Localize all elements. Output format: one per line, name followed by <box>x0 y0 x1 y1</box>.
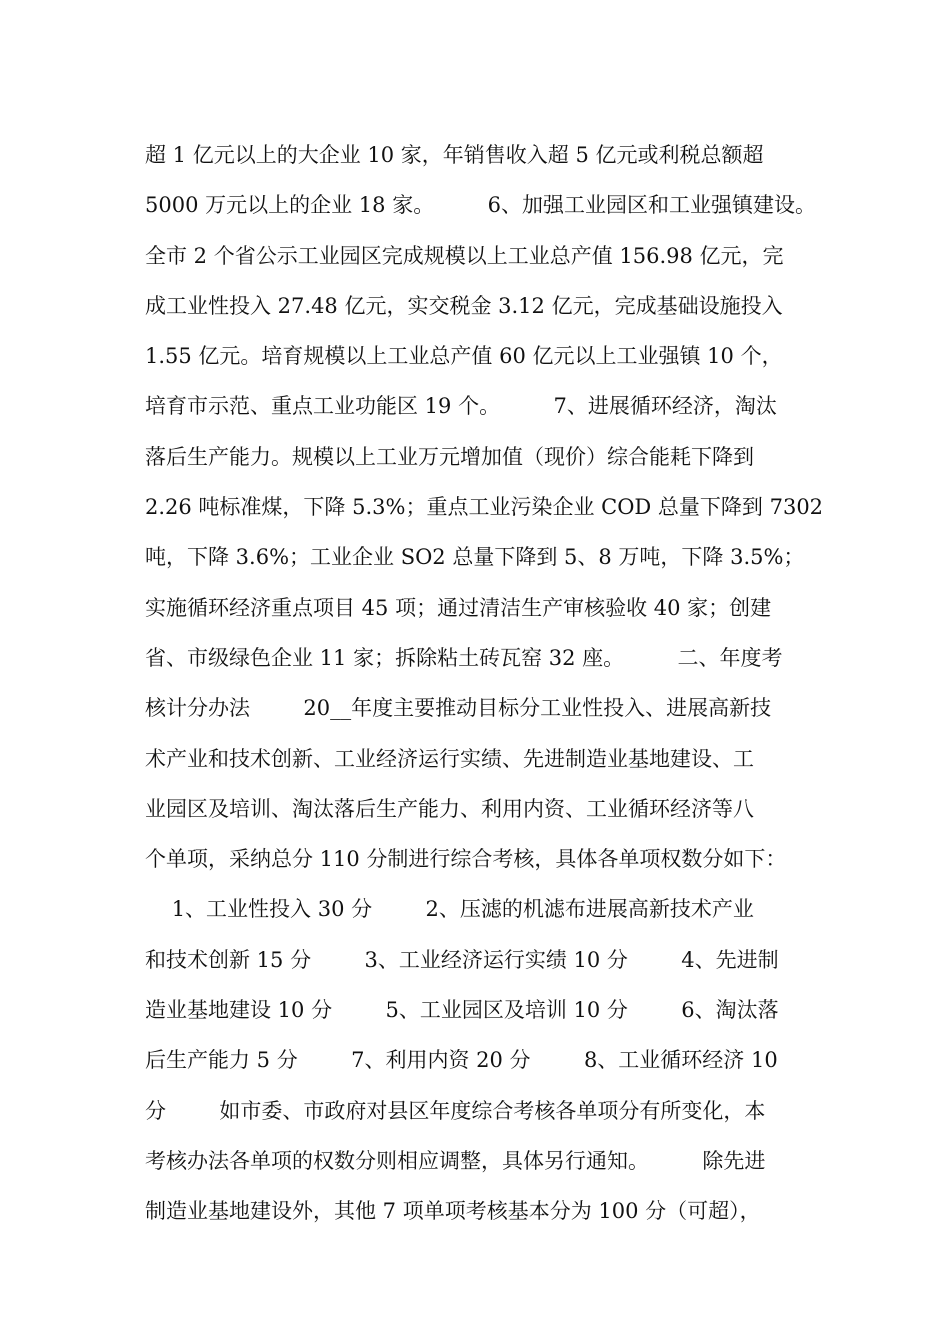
text-line: 术产业和技术创新、工业经济运行实绩、先进制造业基地建设、工 <box>145 746 754 771</box>
body-text <box>145 130 825 1237</box>
text-line: 吨，下降 3.6%；工业企业 SO2 总量下降到 5、8 万吨，下降 3.5%； <box>145 545 805 570</box>
text-line: 省、市级绿色企业 11 家；拆除粘土砖瓦窑 32 座。 二、年度考 <box>145 645 783 670</box>
text-line: 个单项，采纳总分 110 分制进行综合考核，具体各单项权数分如下： <box>145 847 787 872</box>
text-line: 培育市示范、重点工业功能区 19 个。 7、进展循环经济，淘汰 <box>145 394 777 419</box>
text-line: 2.26 吨标准煤，下降 5.3%；重点工业污染企业 COD 总量下降到 7302 <box>145 495 824 520</box>
text-line: 落后生产能力。规模以上工业万元增加值（现价）综合能耗下降到 <box>145 444 754 469</box>
text-line: 和技术创新 15 分 3、工业经济运行实绩 10 分 4、先进制 <box>145 947 779 972</box>
text-line: 超 1 亿元以上的大企业 10 家，年销售收入超 5 亿元或利税总额超 <box>145 143 764 167</box>
text-line: 后生产能力 5 分 7、利用内资 20 分 8、工业循环经济 10 <box>145 1048 778 1073</box>
text-line: 分 如市委、市政府对县区年度综合考核各单项分有所变化，本 <box>145 1098 766 1123</box>
text-line: 造业基地建设 10 分 5、工业园区及培训 10 分 6、淘汰落 <box>145 998 779 1023</box>
text-line: 1.55 亿元。培育规模以上工业总产值 60 亿元以上工业强镇 10 个， <box>145 344 783 369</box>
text-line: 成工业性投入 27.48 亿元，实交税金 3.12 亿元，完成基础设施投入 <box>145 293 783 318</box>
text-line: 实施循环经济重点项目 45 项；通过清洁生产审核验收 40 家；创建 <box>145 595 772 620</box>
text-line: 5000 万元以上的企业 18 家。 6、加强工业园区和工业强镇建设。 <box>145 193 816 218</box>
text-line: 1、工业性投入 30 分 2、压滤的机滤布进展高新技术产业 <box>145 897 754 922</box>
text-line: 核计分办法 20__年度主要推动目标分工业性投入、进展高新技 <box>145 696 772 721</box>
text-line: 制造业基地建设外，其他 7 项单项考核基本分为 100 分（可超）， <box>145 1199 761 1224</box>
text-line: 业园区及培训、淘汰落后生产能力、利用内资、工业循环经济等八 <box>145 796 754 821</box>
text-line: 考核办法各单项的权数分则相应调整，具体另行通知。 除先进 <box>145 1148 766 1173</box>
text-line: 全市 2 个省公示工业园区完成规模以上工业总产值 156.98 亿元，完 <box>145 243 784 268</box>
